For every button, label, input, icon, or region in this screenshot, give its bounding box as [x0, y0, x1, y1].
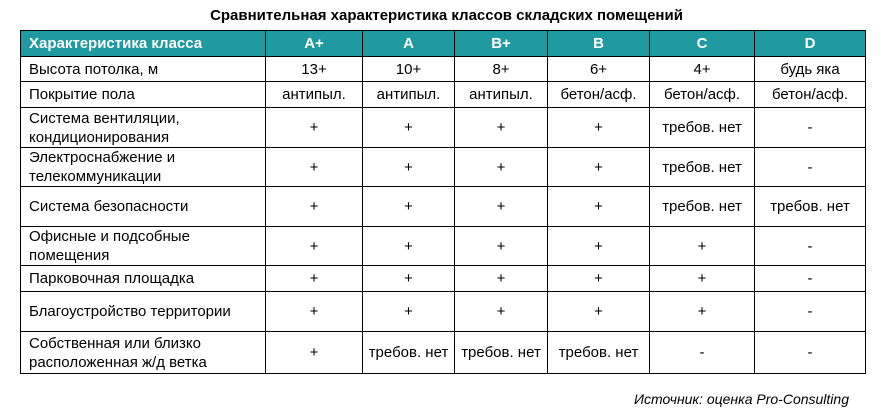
cell-value: +: [455, 266, 548, 292]
cell-value: требов. нет: [650, 148, 755, 187]
row-characteristic: Система вентиляции, кондиционирования: [21, 108, 266, 148]
cell-value: бетон/асф.: [650, 82, 755, 108]
table-row: [21, 82, 866, 108]
cell-value: +: [266, 332, 363, 374]
cell-value: +: [363, 108, 455, 148]
table-title: Сравнительная характеристика классов складских помещений: [210, 7, 683, 24]
header-class-a-plus: A+: [266, 31, 363, 57]
cell-value: -: [755, 148, 866, 187]
cell-value: +: [363, 227, 455, 266]
row-characteristic: Собственная или близко расположенная ж/д ветка: [21, 332, 266, 374]
table-row: [21, 332, 866, 374]
header-class-c: C: [650, 31, 755, 57]
cell-value: +: [650, 227, 755, 266]
cell-value: требов. нет: [755, 187, 866, 227]
cell-value: +: [548, 108, 650, 148]
header-class-d: D: [755, 31, 866, 57]
cell-value: +: [548, 266, 650, 292]
cell-value: требов. нет: [548, 332, 650, 374]
cell-value: +: [548, 227, 650, 266]
header-row: [21, 31, 866, 57]
row-characteristic: Парковочная площадка: [21, 266, 266, 292]
warehouse-class-table: [20, 30, 866, 374]
cell-value: +: [650, 266, 755, 292]
cell-value: +: [650, 292, 755, 332]
cell-value: требов. нет: [363, 332, 455, 374]
header-class-b-plus: B+: [455, 31, 548, 57]
cell-value: +: [455, 292, 548, 332]
header-class-a: A: [363, 31, 455, 57]
cell-value: -: [755, 266, 866, 292]
cell-value: +: [455, 187, 548, 227]
row-characteristic: Высота потолка, м: [21, 57, 266, 82]
row-characteristic: Покрытие пола: [21, 82, 266, 108]
row-characteristic: Благоустройство территории: [21, 292, 266, 332]
cell-value: требов. нет: [455, 332, 548, 374]
cell-value: 4+: [650, 57, 755, 82]
header-class-b: B: [548, 31, 650, 57]
cell-value: +: [455, 227, 548, 266]
table-row: [21, 108, 866, 148]
cell-value: требов. нет: [650, 108, 755, 148]
cell-value: 13+: [266, 57, 363, 82]
cell-value: +: [363, 148, 455, 187]
cell-value: 6+: [548, 57, 650, 82]
cell-value: бетон/асф.: [755, 82, 866, 108]
table-row: [21, 227, 866, 266]
header-characteristic: Характеристика класса: [21, 31, 266, 57]
cell-value: 10+: [363, 57, 455, 82]
cell-value: +: [363, 266, 455, 292]
table-row: [21, 57, 866, 82]
cell-value: +: [266, 108, 363, 148]
cell-value: -: [755, 108, 866, 148]
cell-value: +: [266, 187, 363, 227]
cell-value: +: [363, 187, 455, 227]
row-characteristic: Система безопасности: [21, 187, 266, 227]
cell-value: -: [755, 292, 866, 332]
table-row: [21, 292, 866, 332]
source-note: Источник: оценка Pro-Consulting: [634, 391, 849, 407]
cell-value: +: [548, 187, 650, 227]
cell-value: +: [363, 292, 455, 332]
cell-value: антипыл.: [266, 82, 363, 108]
cell-value: +: [266, 266, 363, 292]
cell-value: бетон/асф.: [548, 82, 650, 108]
table-row: [21, 148, 866, 187]
cell-value: требов. нет: [650, 187, 755, 227]
cell-value: +: [266, 148, 363, 187]
cell-value: антипыл.: [455, 82, 548, 108]
row-characteristic: Электроснабжение и телекоммуникации: [21, 148, 266, 187]
row-characteristic: Офисные и подсобные помещения: [21, 227, 266, 266]
cell-value: +: [548, 148, 650, 187]
cell-value: 8+: [455, 57, 548, 82]
cell-value: будь яка: [755, 57, 866, 82]
cell-value: +: [266, 227, 363, 266]
cell-value: -: [755, 332, 866, 374]
cell-value: антипыл.: [363, 82, 455, 108]
table-row: [21, 187, 866, 227]
cell-value: -: [650, 332, 755, 374]
cell-value: +: [455, 108, 548, 148]
table-row: [21, 266, 866, 292]
cell-value: +: [266, 292, 363, 332]
cell-value: -: [755, 227, 866, 266]
cell-value: +: [548, 292, 650, 332]
cell-value: +: [455, 148, 548, 187]
